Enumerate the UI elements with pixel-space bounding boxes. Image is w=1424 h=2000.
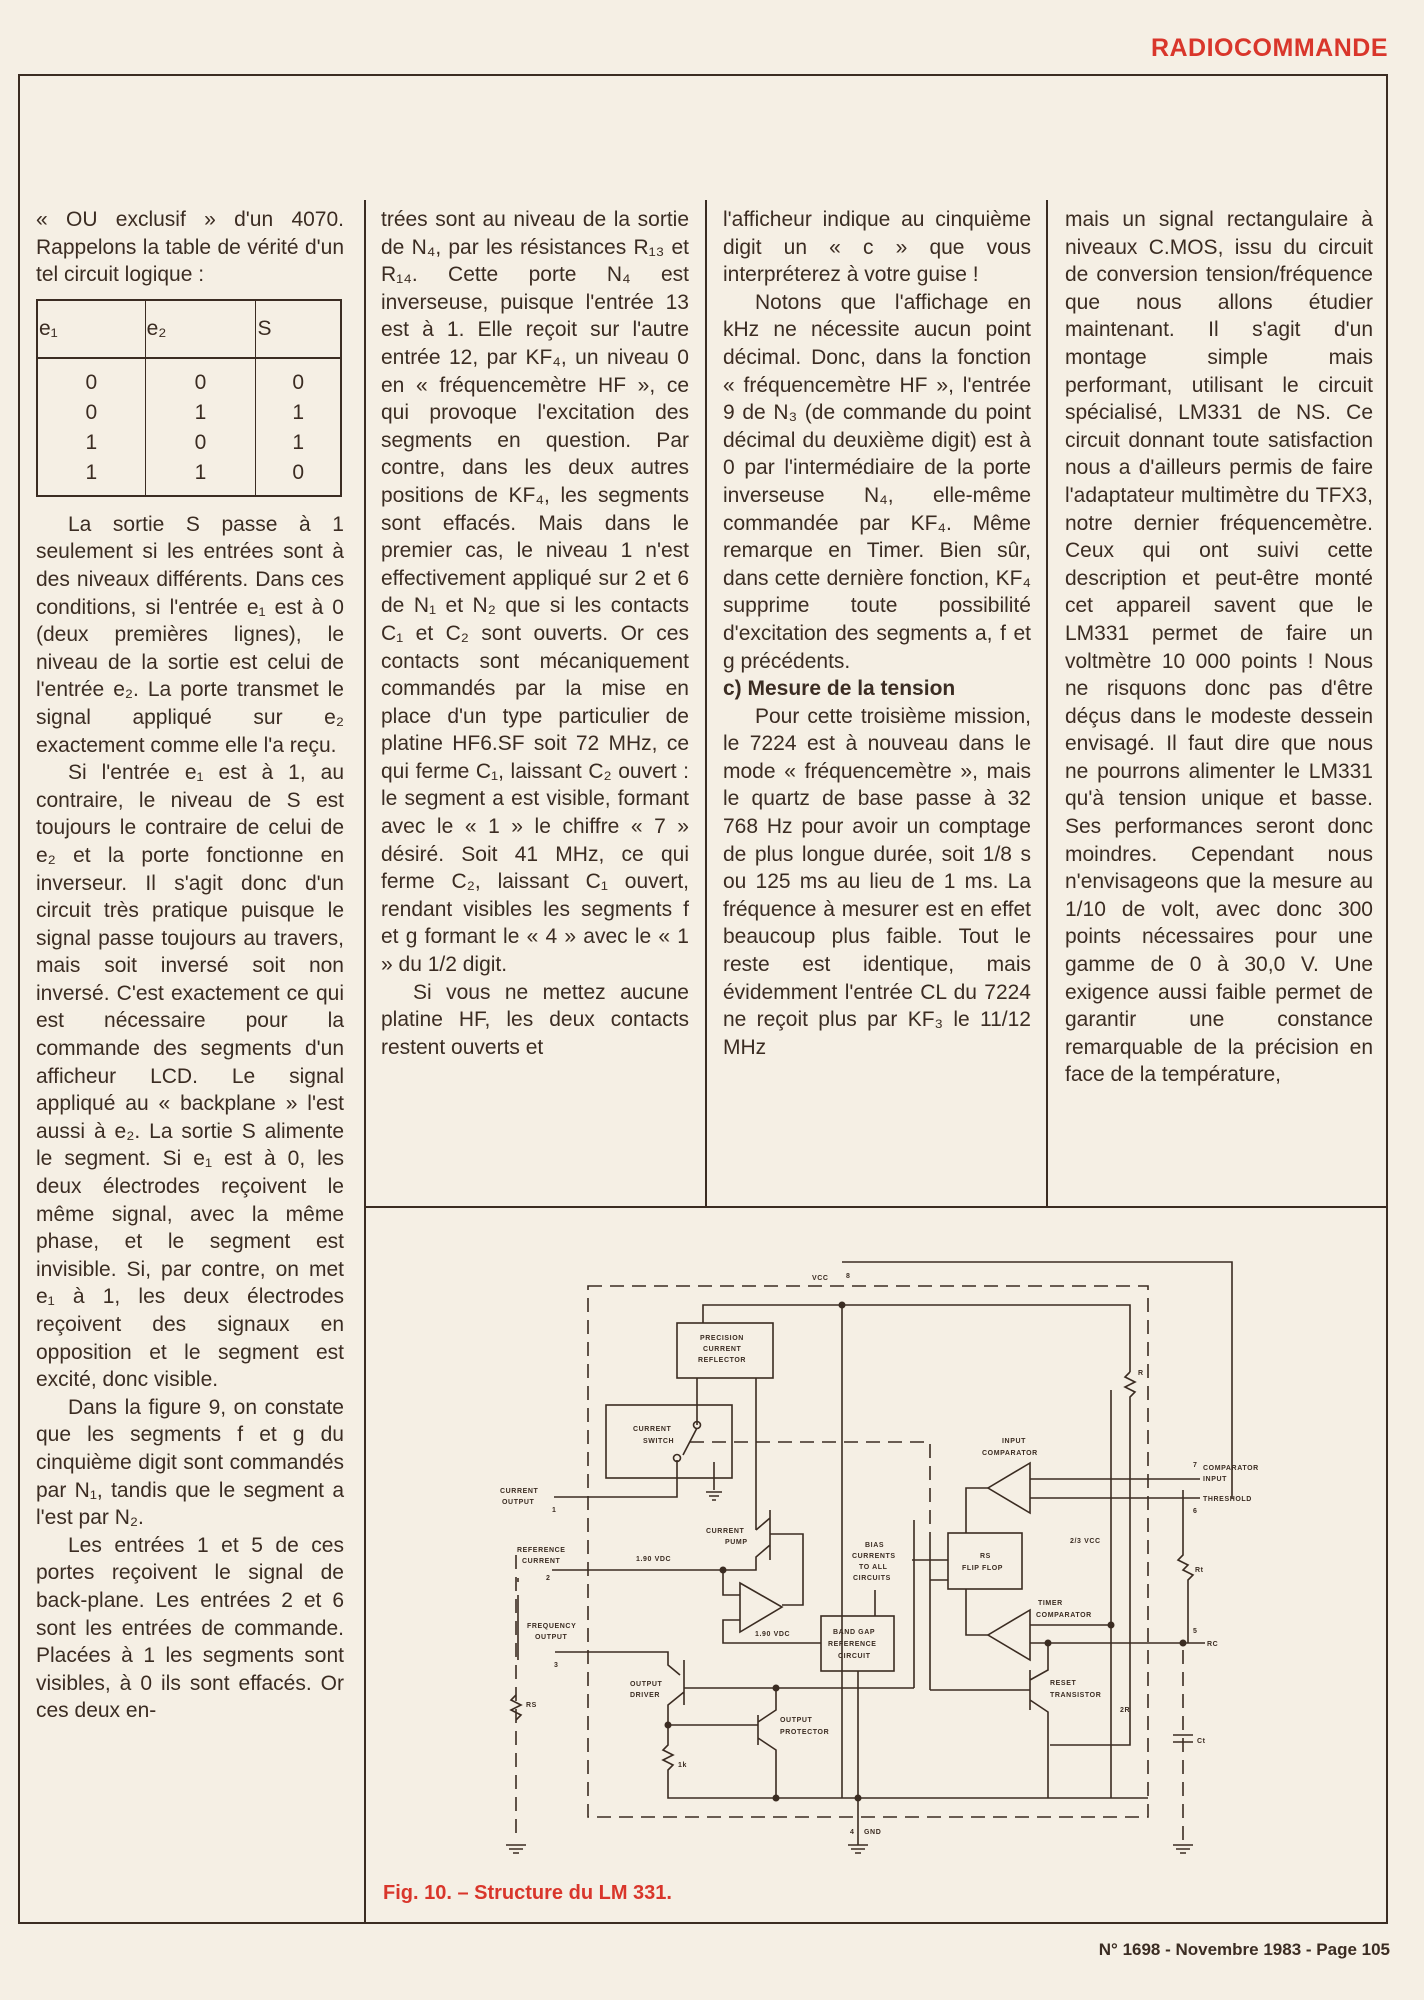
label: OUTPUT — [630, 1681, 663, 1688]
paragraph: La sortie S passe à 1 seulement si les entrées sont à des niveaux différents. Dans ces conditions, si l'entrée e₁ est à 0 (deux premières lignes), le niveau de la sortie est celui de l'entrée e₂. La porte transmet le signal appliqué sur e₂ exactement comme elle l'a reçu. — [36, 512, 344, 757]
paragraph: Notons que l'affichage en kHz ne nécessite aucun point décimal. Donc, dans la fonction « fréquencemètre HF », l'entrée 9 de N₃ (de commande du point décimal du deuxième digit) est à 0 par l'intermédiaire de la porte inverseuse N₄, elle-même commandée par KF₄. Même remarque en Timer. Bien sûr, dans cette dernière fonction, KF₄ supprime toute possibilité d'excitation des segments a, f et g précédents. — [723, 290, 1031, 673]
label: OUTPUT — [502, 1499, 535, 1506]
label: CIRCUIT — [838, 1653, 871, 1660]
table-header: e₁ — [37, 300, 145, 358]
table-cell: 0 — [85, 400, 98, 424]
label: CURRENT — [703, 1346, 742, 1353]
label: DRIVER — [630, 1692, 661, 1699]
label: RS — [526, 1702, 537, 1709]
table-cell: 1 — [85, 460, 98, 484]
label: 2/3 VCC — [1070, 1538, 1101, 1545]
table-cell: 0 — [145, 428, 256, 458]
table-cell: 0 — [145, 358, 256, 398]
label: TO ALL — [859, 1564, 888, 1571]
table-cell: 1 — [256, 428, 341, 458]
timer-comparator-symbol — [988, 1610, 1030, 1660]
label: 1.90 VDC — [755, 1631, 791, 1638]
paragraph: l'afficheur indique au cinquième digit un « c » que vous interpréterez à votre guise ! — [723, 208, 1031, 287]
label: TIMER — [1038, 1600, 1063, 1607]
paragraph: mais un signal rectangulaire à niveaux C.MOS, issu du circuit de conversion tension/fréquence que nous allons étudier maintenant. Il s'agit d'un montage simple mais performant, utilisant le circuit spécialisé, LM331 de NS. Ce circuit donnant toute satisfaction nous a d'ailleurs permis de faire l'adaptateur multimètre du TFX3, notre dernier fréquencemètre. Ceux qui ont suivi cette description et peut-être monté cet appareil savent que le LM331 permet de faire un voltmètre 10 000 points ! Nous ne risquons donc pas d'être déçus dans le modeste dessein envisagé. Il faut dire que nous ne pourrons alimenter le LM331 qu'à tension unique et basse. Ses performances seront donc moindres. Cependant nous n'envisageons que la mesure au 1/10 de volt, avec donc 300 points nécessaires pour une gamme de 0 à 30,0 V. Une exigence aussi faible permet de garantir une constance remarquable de la précision en face de la température, — [1065, 208, 1373, 1087]
label: PUMP — [725, 1539, 748, 1546]
label: OUTPUT — [535, 1634, 568, 1641]
label: INPUT — [1203, 1476, 1227, 1483]
input-comparator-symbol — [988, 1463, 1030, 1513]
label: 1.90 VDC — [636, 1556, 672, 1563]
label: INPUT — [1002, 1438, 1026, 1445]
label: RC — [1207, 1641, 1219, 1648]
label: R — [1138, 1370, 1144, 1377]
label: COMPARATOR — [982, 1450, 1038, 1457]
label: SWITCH — [643, 1438, 675, 1445]
label: Rt — [1195, 1567, 1204, 1574]
label: FREQUENCY — [527, 1623, 577, 1630]
label: RESET — [1050, 1680, 1077, 1687]
label: TRANSISTOR — [1050, 1692, 1102, 1699]
table-cell: 1 — [256, 398, 341, 428]
label: OUTPUT — [780, 1717, 813, 1724]
label: REFERENCE — [517, 1547, 566, 1554]
label: REFLECTOR — [698, 1357, 747, 1364]
paragraph: « OU exclusif » d'un 4070. Rappelons la table de vérité d'un tel circuit logique : — [36, 208, 344, 287]
label: VCC — [812, 1275, 829, 1282]
label: 2R — [1120, 1707, 1131, 1714]
table-cell: 0 — [256, 358, 341, 398]
label: PRECISION — [700, 1335, 744, 1342]
label: CURRENTS — [852, 1553, 896, 1560]
table-cell: 0 — [85, 370, 98, 394]
paragraph: trées sont au niveau de la sortie de N₄, par les résistances R₁₃ et R₁₄. Cette porte N₄ est inverseuse, puisque l'entrée 13 est à 1. Elle reçoit sur l'autre entrée 12, par KF₄, un niveau 0 en « fréquencemètre HF », ce qui provoque l'excitation des segments en question. Par contre, dans les deux autres positions de KF₄, les segments sont effacés. Mais dans le premier cas, le niveau 1 n'est effectivement appliqué sur 2 et 6 de N₁ et N₂ que si les contacts C₁ et C₂ sont ouverts. Or ces contacts sont mécaniquement commandés par la mise en place d'un type particulier de platine HF6.SF soit 72 MHz, ce qui ferme C₁, laissant C₂ ouvert : le segment a est visible, formant avec le « 1 » le chiffre « 7 » désiré. Soit 41 MHz, ce qui ferme C₂, laissant C₁ ouvert, rendant visibles les segments f et g formant le « 4 » avec le « 1 » du 1/2 digit. — [381, 208, 689, 977]
label: CURRENT — [500, 1488, 539, 1495]
label: CIRCUITS — [853, 1575, 891, 1582]
label: PROTECTOR — [780, 1729, 830, 1736]
paragraph: Si l'entrée e₁ est à 1, au contraire, le niveau de S est toujours le contraire de celui de e₂ et la porte fonctionne en inverseur. Il s'agit donc d'un circuit très pratique puisque le signal passe toujours au travers, mais soit inversé soit non inversé. C'est exactement ce qui est nécessaire pour la commande des segments d'un afficheur LCD. Le signal appliqué au « backplane » l'est aussi à e₂. La sortie S alimente le segment. Si e₁ est à 0, les deux électrodes reçoivent le même signal, avec la même phase, et le segment est invisible. Si, par contre, on met e₁ à 1, les deux électrodes reçoivent des signaux en opposition et le segment est excité, donc visible. — [36, 761, 344, 1392]
label: 1 — [552, 1507, 557, 1514]
table-cell: 1 — [145, 398, 256, 428]
figure-caption: Fig. 10. – Structure du LM 331. — [383, 1882, 672, 1904]
label: Ct — [1197, 1738, 1206, 1745]
label: BAND GAP — [833, 1629, 876, 1636]
label: CURRENT — [522, 1558, 561, 1565]
section-heading: c) Mesure de la tension — [723, 677, 956, 701]
table-cell: 0 — [256, 458, 341, 496]
label: CURRENT — [633, 1426, 672, 1433]
table-header: e₂ — [145, 300, 256, 358]
label: 8 — [846, 1273, 851, 1280]
label: 6 — [1193, 1508, 1198, 1515]
label: 2 — [546, 1575, 551, 1582]
label: THRESHOLD — [1203, 1496, 1252, 1503]
label: FLIP FLOP — [962, 1565, 1004, 1572]
paragraph: Les entrées 1 et 5 de ces portes reçoivent le signal de back-plane. Les entrées 2 et 6 sont les entrées de commande. Placées à 1 les segments sont visibles, à 0 ils sont effacés. Or ces deux en- — [36, 1533, 344, 1723]
paragraph: Si vous ne mettez aucune platine HF, les deux contacts restent ouverts et — [381, 980, 689, 1059]
page-footer: N° 1698 - Novembre 1983 - Page 105 — [1098, 1940, 1390, 1959]
label: RS — [980, 1553, 991, 1560]
op-amp-symbol — [740, 1583, 782, 1632]
table-cell: 1 — [85, 430, 98, 454]
label: 5 — [1193, 1628, 1198, 1635]
table-cell: 1 — [145, 458, 256, 496]
label: BIAS — [865, 1542, 885, 1549]
rs-flip-flop-block — [948, 1533, 1022, 1589]
paragraph: Dans la figure 9, on constate que les segments f et g du cinquième digit sont commandés par N₁, tandis que le segment a l'est par N₂. — [36, 1395, 344, 1530]
label: COMPARATOR — [1203, 1465, 1259, 1472]
table-header: S — [256, 300, 341, 358]
label: 3 — [554, 1662, 559, 1669]
label: 4 — [850, 1829, 855, 1836]
section-header: RADIOCOMMANDE — [1150, 34, 1388, 62]
label: COMPARATOR — [1036, 1612, 1092, 1619]
label: GND — [864, 1829, 882, 1836]
label: REFERENCE — [828, 1641, 877, 1648]
label: 1k — [678, 1762, 687, 1769]
paragraph: Pour cette troisième mission, le 7224 est à nouveau dans le mode « fréquencemètre », mais le quartz de base passe à 32 768 Hz pour avoir un comptage de plus longue durée, soit 1/8 s ou 125 ms au lieu de 1 ms. La fréquence à mesurer est en effet beaucoup plus faible. Tout le reste est identique, mais évidemment l'entrée CL du 7224 ne reçoit plus par KF₃ le 11/12 MHz — [723, 704, 1031, 1059]
label: CURRENT — [706, 1528, 745, 1535]
label: 7 — [1193, 1462, 1198, 1469]
